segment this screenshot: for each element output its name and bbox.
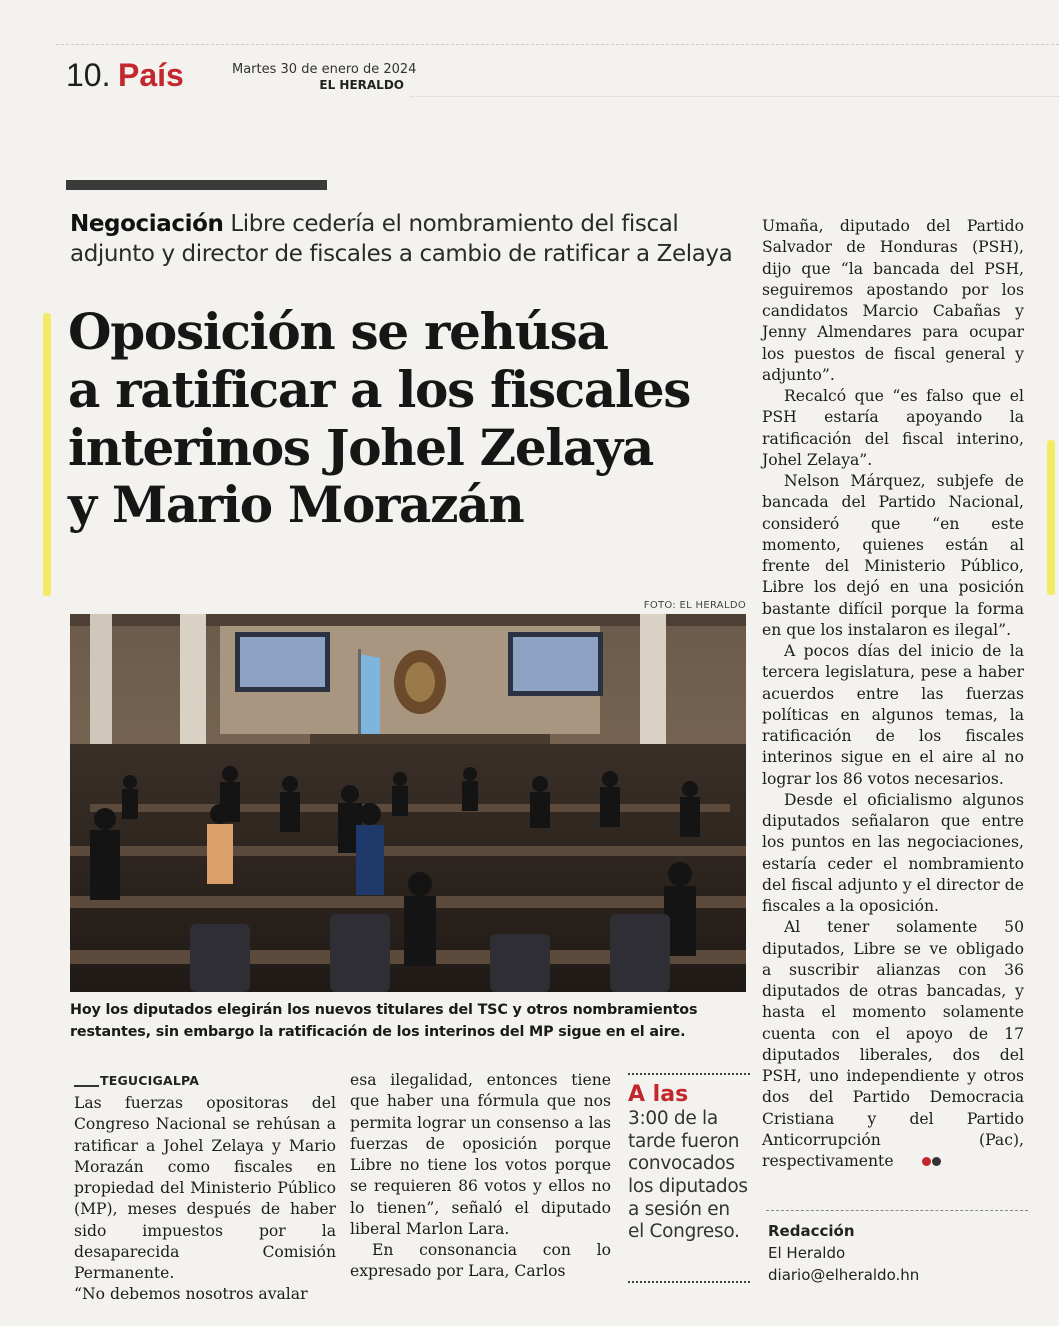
paragraph-text: Al tener solamente 50 diputados, Libre se ve obligado a suscribir alianzas con 36 diputados de otras bancadas, y hasta el momento solamente cuenta con el apoyo de 17 diputados liberales, dos del PSH, uno independiente y otros dos del Partido Democracia Cristiana y del Partido Anticorrupción (Pac), respectivamente — [762, 918, 1024, 1170]
paragraph: Nelson Márquez, subjefe de bancada del Partido Nacional, consideró que “en este momento, quienes están al frente del Ministerio Público, Libre los dejó en una posición bastante difícil porque la forma en que los instalaron es ilegal”. — [762, 472, 1024, 639]
end-mark-icon — [900, 1151, 942, 1172]
paragraph: A pocos días del inicio de la tercera legislatura, pese a haber acuerdos entre las fuerzas políticas en algunos temas, la ratificación de los fiscales interinos sigue en el aire al no lograr los 86 votos necesarios. — [762, 642, 1024, 788]
byline-name: El Heraldo — [768, 1244, 846, 1262]
paragraph-last — [762, 917, 1024, 1172]
headline-line-4: y Mario Morazán — [68, 475, 524, 535]
highlighter-mark-right — [1047, 440, 1055, 595]
sidebox-text: 3:00 de la tarde fueron convocados los diputados a sesión en el Congreso. — [628, 1108, 748, 1243]
paragraph: “No debemos nosotros avalar — [74, 1285, 308, 1304]
kicker-label: Negociación — [70, 211, 224, 237]
article-column-2 — [350, 1070, 611, 1283]
paragraph: Desde el oficialismo algunos diputados señalaron que entre los puntos en las negociaciones, estaría ceder el nombramiento del fiscal adjunto y el director de fiscales a la oposición. — [762, 790, 1024, 915]
paragraph: En consonancia con lo expresado por Lara, Carlos — [350, 1241, 611, 1281]
headline-line-3: interinos Johel Zelaya — [68, 417, 653, 477]
kicker — [70, 210, 750, 270]
newspaper-name: EL HERALDO — [319, 78, 404, 92]
photo-credit: FOTO: EL HERALDO — [643, 600, 746, 611]
headline-line-1: Oposición se rehúsa — [68, 302, 608, 361]
kicker-bar — [66, 180, 327, 190]
section-name: País — [118, 57, 184, 93]
paragraph: Recalcó que “es falso que el PSH estaría apoyando la ratificación del fiscal interino, Johel Zelaya”. — [762, 387, 1024, 469]
dateline-rule — [74, 1085, 99, 1087]
headline-line-2: a ratificar a los fiscales — [68, 359, 691, 419]
issue-date: Martes 30 de enero de 2024 — [232, 62, 417, 77]
header-dotted-rule — [410, 96, 1059, 97]
paragraph: Las fuerzas opositoras del Congreso Nacional se rehúsan a ratificar a Johel Zelaya y Mario Morazán como fiscales en propiedad del Ministerio Público (MP), meses después de haber sido impuestos por la desaparecida Comisión Permanente. — [74, 1094, 336, 1282]
sidebox-bottom-rule — [628, 1281, 750, 1283]
sidebox-title: A las — [628, 1082, 689, 1107]
byline-email: diario@elheraldo.hn — [768, 1266, 920, 1284]
page-number: 10. — [66, 57, 111, 93]
article-column-3 — [762, 216, 1024, 1173]
paragraph: Umaña, diputado del Partido Salvador de Honduras (PSH), dijo que “la bancada del PSH, seguiremos apostando por los candidatos Marcio Cabañas y Jenny Almendares para ocupar los puestos de fiscal general y adjunto”. — [762, 217, 1024, 384]
photo-caption: Hoy los diputados elegirán los nuevos titulares del TSC y otros nombramientos restantes, sin embargo la ratificación de los interinos del MP sigue en el aire. — [70, 1002, 698, 1040]
congress-chamber-illustration — [70, 614, 746, 992]
paragraph: esa ilegalidad, entonces tiene que haber una fórmula que nos permita lograr un consenso a las fuerzas de oposición porque Libre no tiene los votos porque se requieren 86 votos y ellos no lo tienen”, señaló el diputado liberal Marlon Lara. — [350, 1071, 611, 1238]
dateline: TEGUCIGALPA — [100, 1073, 200, 1088]
article-column-1 — [74, 1093, 336, 1306]
byline-label: Redacción — [768, 1222, 855, 1240]
kicker-text: Libre cedería el nombramiento del fiscal adjunto y director de fiscales a cambio de ratificar a Zelaya — [70, 211, 733, 267]
sidebox-top-rule — [628, 1073, 750, 1075]
congress-photo — [70, 614, 746, 992]
top-dashed-rule — [56, 44, 1059, 45]
highlighter-mark-left — [43, 313, 51, 596]
headline — [68, 303, 758, 534]
byline-rule — [766, 1210, 1028, 1211]
